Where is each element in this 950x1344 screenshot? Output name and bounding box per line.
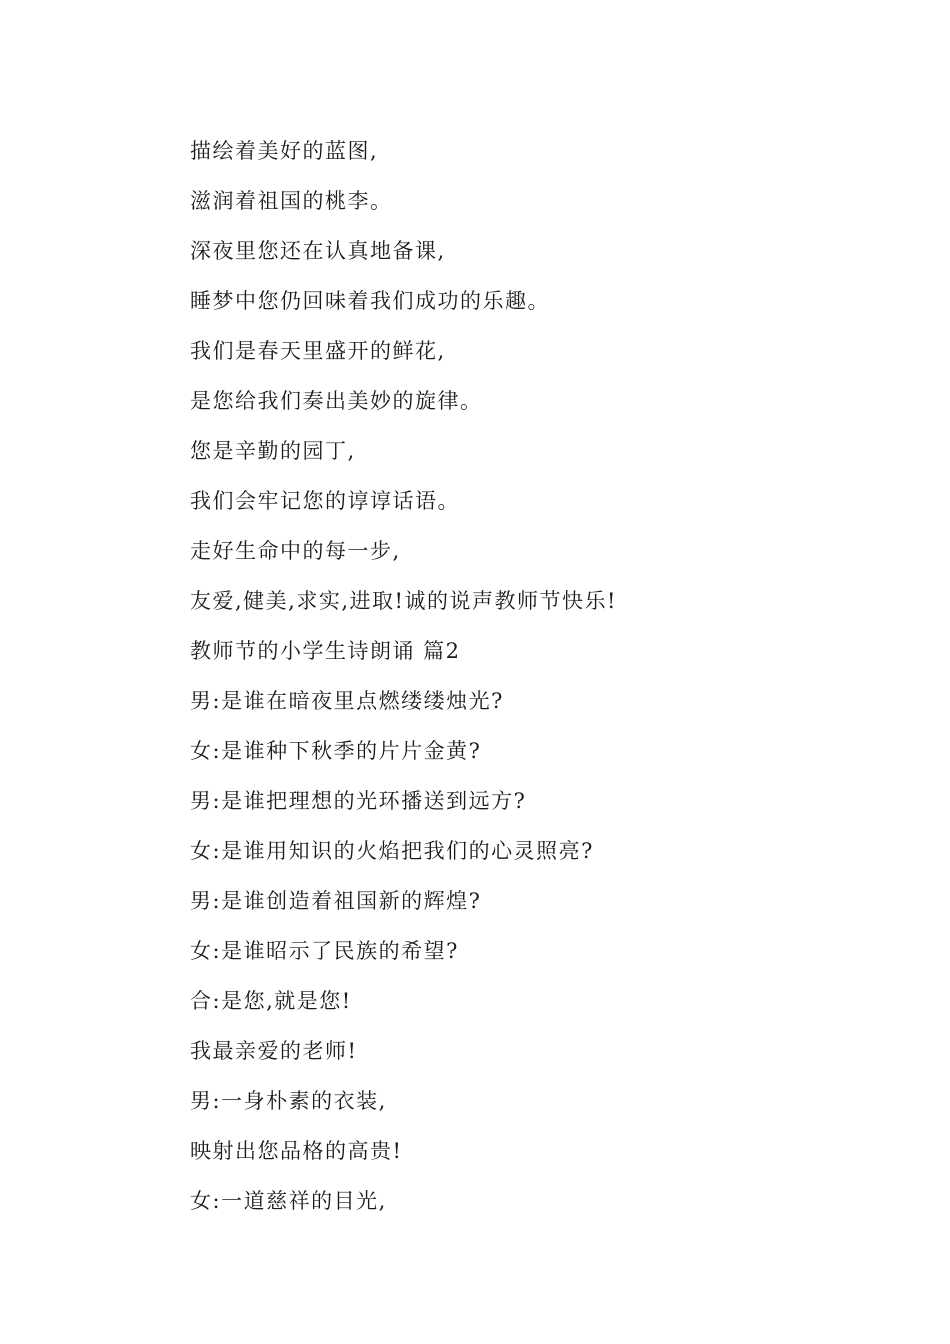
dialogue-line: 男:一身朴素的衣装, <box>190 1089 387 1113</box>
section-heading: 教师节的小学生诗朗诵 篇2 <box>190 639 461 663</box>
dialogue-line: 女:是谁种下秋季的片片金黄? <box>190 739 482 763</box>
dialogue-line: 合:是您,就是您! <box>190 989 352 1013</box>
text-line: 是您给我们奏出美妙的旋律。 <box>190 389 483 413</box>
dialogue-line: 男:是谁创造着祖国新的辉煌? <box>190 889 482 913</box>
dialogue-line: 女:是谁昭示了民族的希望? <box>190 939 459 963</box>
text-line: 走好生命中的每一步, <box>190 539 401 563</box>
text-line: 我们是春天里盛开的鲜花, <box>190 339 446 363</box>
dialogue-line: 女:是谁用知识的火焰把我们的心灵照亮? <box>190 839 594 863</box>
text-line: 睡梦中您仍回味着我们成功的乐趣。 <box>190 289 550 313</box>
text-line: 映射出您品格的高贵! <box>190 1139 403 1163</box>
text-line: 深夜里您还在认真地备课, <box>190 239 446 263</box>
text-line: 滋润着祖国的桃李。 <box>190 189 393 213</box>
dialogue-line: 男:是谁在暗夜里点燃缕缕烛光? <box>190 689 504 713</box>
text-line: 友爱,健美,求实,进取!诚的说声教师节快乐! <box>190 589 617 613</box>
dialogue-line: 女:一道慈祥的目光, <box>190 1189 387 1213</box>
dialogue-line: 男:是谁把理想的光环播送到远方? <box>190 789 527 813</box>
text-line: 描绘着美好的蓝图, <box>190 139 379 163</box>
text-line: 我最亲爱的老师! <box>190 1039 358 1063</box>
poem-text <box>190 130 890 1230</box>
text-line: 我们会牢记您的谆谆话语。 <box>190 489 460 513</box>
text-line: 您是辛勤的园丁, <box>190 439 356 463</box>
